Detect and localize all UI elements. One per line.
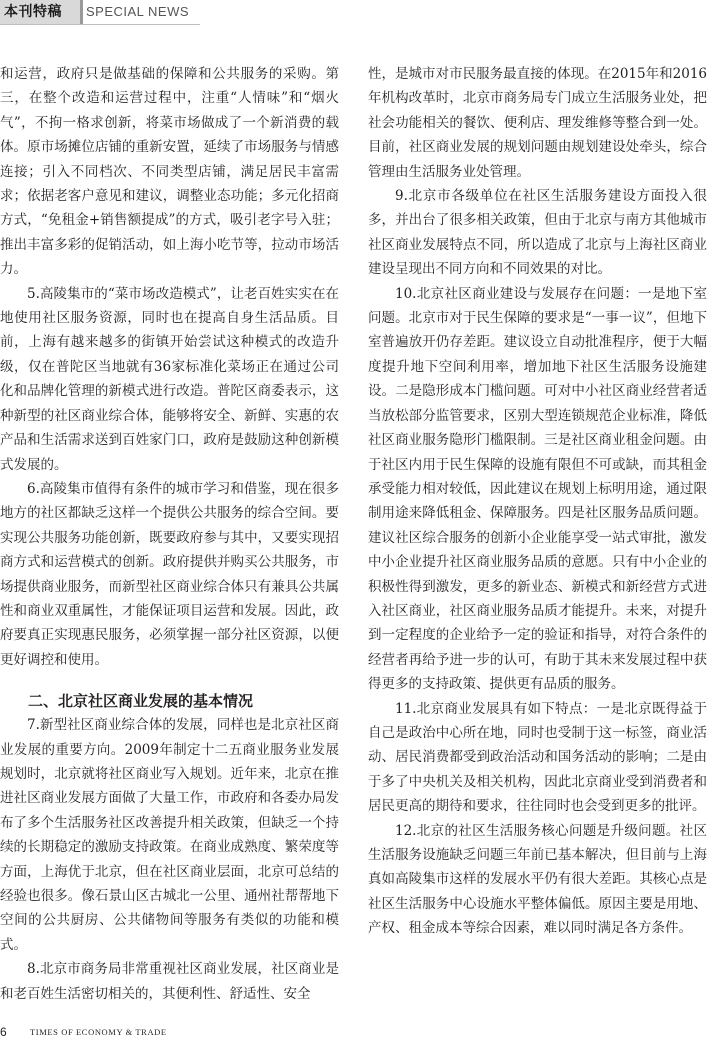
- section-title: 二、北京社区商业发展的基本情况: [28, 692, 254, 711]
- paragraph-8-continued: 性，是城市对市民服务最直接的体现。在2015年和2016年机构改革时，北京市商务局专门成立生活服务业处，把社会功能相关的餐饮、便利店、理发维修等整合到一处。目前，社区商业发展的规划问题由规划建设处牵头，综合管理由生活服务业处管理。: [368, 66, 707, 180]
- paragraph-10: 10.北京社区商业建设与发展存在问题：一是地下室问题。北京市对于民生保障的要求是“一事一议”，但地下室普遍放开仍存差距。建议设立自动批准程序，便于大幅度提升地下空间利用率，增加地下社区生活服务设施建设。二是隐形成本门槛问题。可对中小社区商业经营者适当放松部分监管要求，区别大型连锁规范企业标准，降低社区商业服务隐形门槛限制。三是社区商业租金问题。由于社区内用于民生保障的设施有限但不可或缺，而其租金承受能力相对较低，因此建议在规划上标明用途，通过限制用途来降低租金、保障服务。四是社区服务品质问题。建议社区综合服务的创新小企业能享受一站式审批，激发中小企业提升社区商业服务品质的意愿。只有中小企业的积极性得到激发，更多的新业态、新模式和新经营方式进入社区商业，社区商业服务品质才能提升。未来，对提升到一定程度的企业给予一定的验证和指导，对符合条件的经营者再给予进一步的认可，有助于其未来发展过程中获得更多的支持政策、提供更有品质的服务。: [368, 285, 707, 693]
- header-separator: [80, 0, 83, 24]
- header-underline: [0, 24, 200, 25]
- paragraph-8: 8.北京市商务局非常重视社区商业发展，社区商业是和老百姓生活密切相关的，其便利性、舒适性、安全: [0, 961, 339, 1002]
- paragraph-5: 5.高陵集市的“菜市场改造模式”，让老百姓实实在在地使用社区服务资源，同时也在提高自身生活品质。目前，上海有越来越多的街镇开始尝试这种模式的改造升级，仅在普陀区当地就有36家标准化菜场正在通过公司化和品牌化管理的新模式进行改造。普陀区商委表示，这种新型的社区商业综合体，能够将安全、新鲜、实惠的农产品和生活需求送到百姓家门口，政府是鼓励这种创新模式发展的。: [0, 285, 339, 473]
- paragraph-7: 7.新型社区商业综合体的发展，同样也是北京社区商业发展的重要方向。2009年制定十二五商业服务业发展规划时，北京就将社区商业写入规划。近年来，北京在推进社区商业发展方面做了大量工作，市政府和各委办局发布了多个生活服务社区改善提升相关政策，但缺乏一个持续的长期稳定的激励支持政策。在商业成熟度、繁荣度等方面，上海优于北京，但在社区商业层面，北京可总结的经验也很多。像石景山区古城北一公里、通州社帮帮地下空间的公共厨房、公共储物间等服务有类似的功能和模式。: [0, 717, 339, 953]
- page-number: 6: [0, 1025, 7, 1039]
- page-footer: [0, 1025, 707, 1045]
- paragraph-12: 12.北京的社区生活服务核心问题是升级问题。社区生活服务设施缺乏问题三年前已基本解决，但目前与上海真如高陵集市这样的发展水平仍有很大差距。其核心点是社区生活服务中心设施水平整体偏低。原因主要是用地、产权、租金成本等综合因素，难以同时满足各方条件。: [368, 822, 707, 937]
- paragraph-9: 9.北京市各级单位在社区生活服务建设方面投入很多，并出台了很多相关政策，但由于北京与南方其他城市社区商业发展特点不同，所以造成了北京与上海社区商业建设呈现出不同方向和不同效果的对比。: [368, 188, 707, 278]
- left-column: [0, 62, 339, 1006]
- right-column: [368, 62, 707, 941]
- paragraph-continued: 和运营，政府只是做基础的保障和公共服务的采购。第三，在整个改造和运营过程中，注重“人情味”和“烟火气”，不拘一格求创新，将菜市场做成了一个新消费的载体。原市场摊位店铺的重新安置，延续了市场服务与情感连接；引入不同档次、不同类型店铺，满足居民丰富需求；依据老客户意见和建议，调整业态功能；多元化招商方式，“免租金+销售额提成”的方式，吸引老字号入驻；推出丰富多彩的促销活动，如上海小吃节等，拉动市场活力。: [0, 66, 339, 278]
- paragraph-6: 6.高陵集市值得有条件的城市学习和借鉴，现在很多地方的社区都缺乏这样一个提供公共服务的综合空间。要实现公共服务功能创新，既要政府参与其中，又要实现招商方式和运营模式的创新。政府提供并购买公共服务，市场提供商业服务，而新型社区商业综合体只有兼具公共属性和商业双重属性，才能保证项目运营和发展。因此，政府要真正实现惠民服务，必须掌握一部分社区资源，以便更好调控和使用。: [0, 480, 339, 668]
- header-tag-english: SPECIAL NEWS: [86, 4, 190, 19]
- header-tag-chinese: 本刊特稿: [4, 4, 62, 20]
- page-header: [0, 0, 707, 24]
- paragraph-11: 11.北京商业发展具有如下特点：一是北京既得益于自己是政治中心所在地，同时也受制于这一标签，商业活动、居民消费都受到政治活动和国务活动的影响；二是由于多了中央机关及相关机构，因此北京商业受到消费者和居民更高的期待和要求，往往同时也会受到更多的批评。: [368, 700, 707, 815]
- publication-name: TIMES OF ECONOMY & TRADE: [30, 1027, 167, 1037]
